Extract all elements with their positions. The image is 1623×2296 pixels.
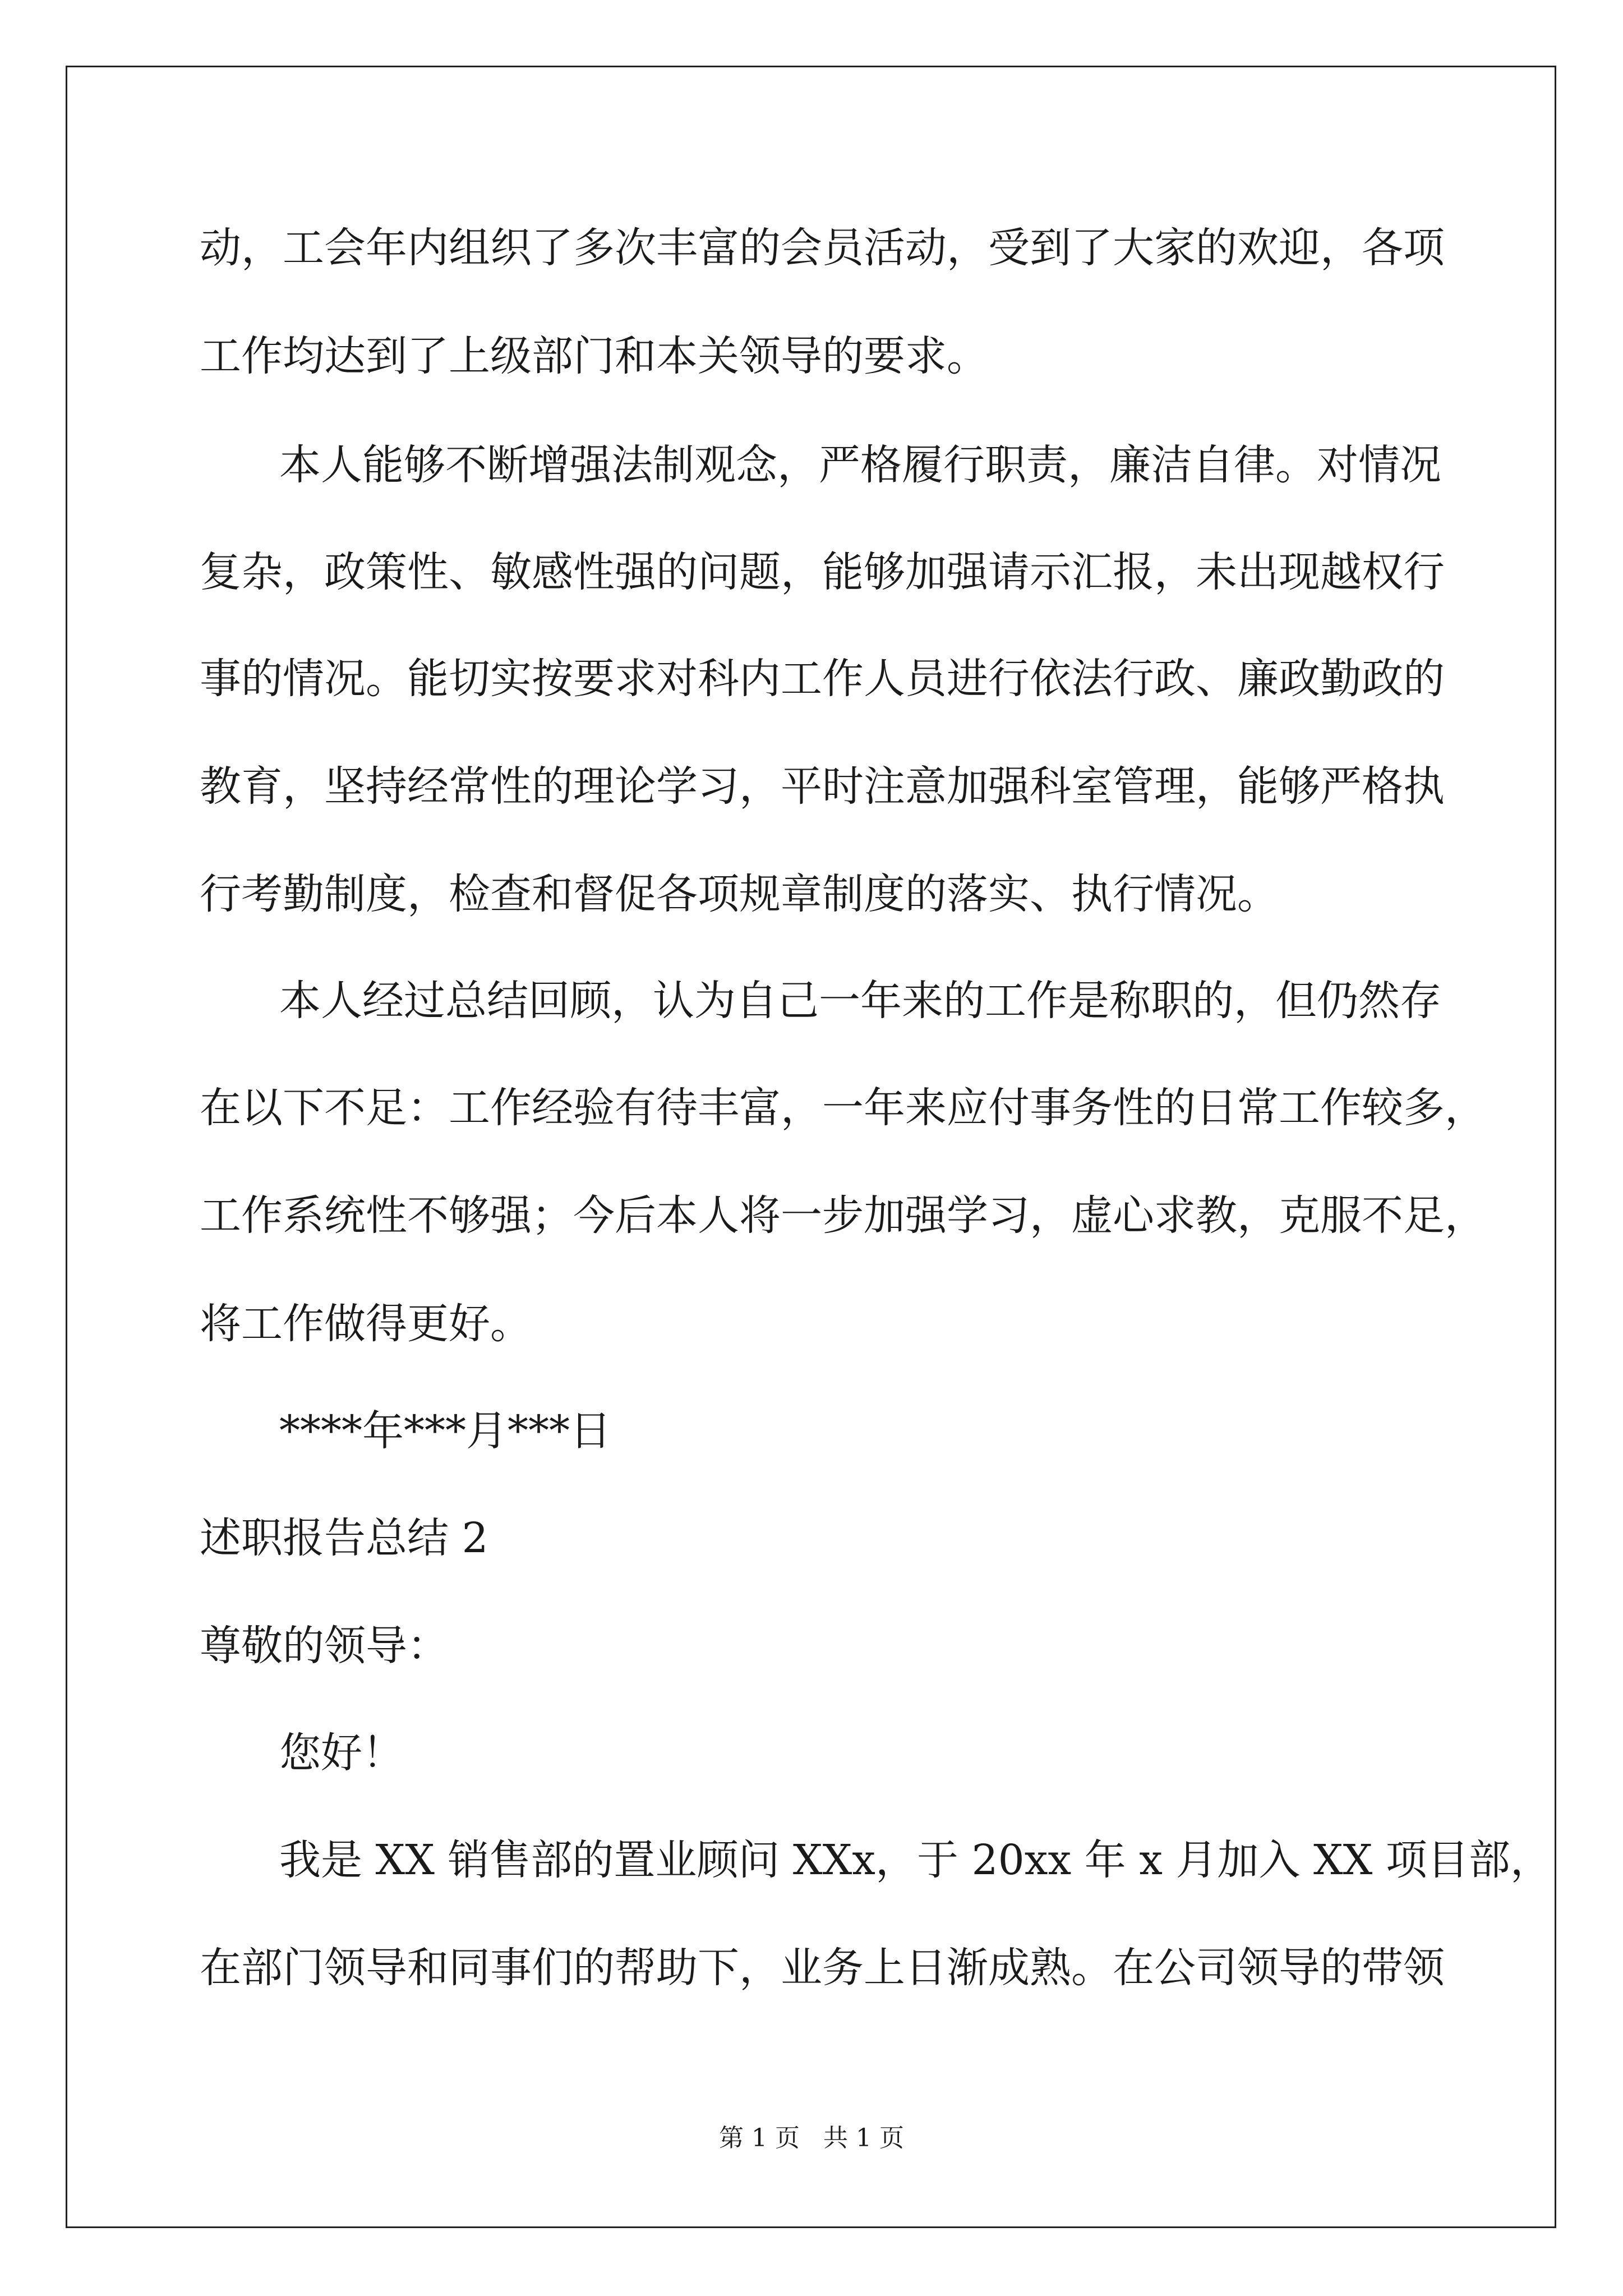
body-line: 工作系统性不够强；今后本人将一步加强学习，虚心求教，克服不足， [200,1191,1486,1240]
body-line: 工作均达到了上级部门和本关领导的要求。 [200,332,988,380]
body-line: 教育，坚持经常性的理论学习，平时注意加强科室管理，能够严格执 [200,762,1445,811]
body-line: 将工作做得更好。 [200,1300,532,1348]
section-heading: 述职报告总结 2 [200,1514,488,1562]
date-line: ****年***月***日 [279,1407,611,1455]
body-line: 本人能够不断增强法制观念，严格履行职责，廉洁自律。对情况 [279,441,1441,489]
page-frame [66,66,1556,2228]
body-line: 我是 XX 销售部的置业顾问 XXx，于 20xx 年 x 月加入 XX 项目部， [279,1836,1552,1884]
body-line: 本人经过总结回顾，认为自己一年来的工作是称职的，但仍然存 [279,977,1441,1025]
body-line: 在部门领导和同事们的帮助下，业务上日渐成熟。在公司领导的带领 [200,1944,1445,1992]
salutation: 尊敬的领导： [200,1622,449,1670]
body-line: 事的情况。能切实按要求对科内工作人员进行依法行政、廉政勤政的 [200,655,1445,703]
page-footer: 第 1 页 共 1 页 [719,2124,904,2152]
body-line: 在以下不足：工作经验有待丰富，一年来应付事务性的日常工作较多， [200,1084,1486,1132]
body-line: 行考勤制度，检查和督促各项规章制度的落实、执行情况。 [200,870,1279,918]
body-line: 动，工会年内组织了多次丰富的会员活动，受到了大家的欢迎，各项 [200,224,1445,272]
greeting: 您好！ [279,1729,404,1777]
body-line: 复杂，政策性、敏感性强的问题，能够加强请示汇报，未出现越权行 [200,548,1445,596]
